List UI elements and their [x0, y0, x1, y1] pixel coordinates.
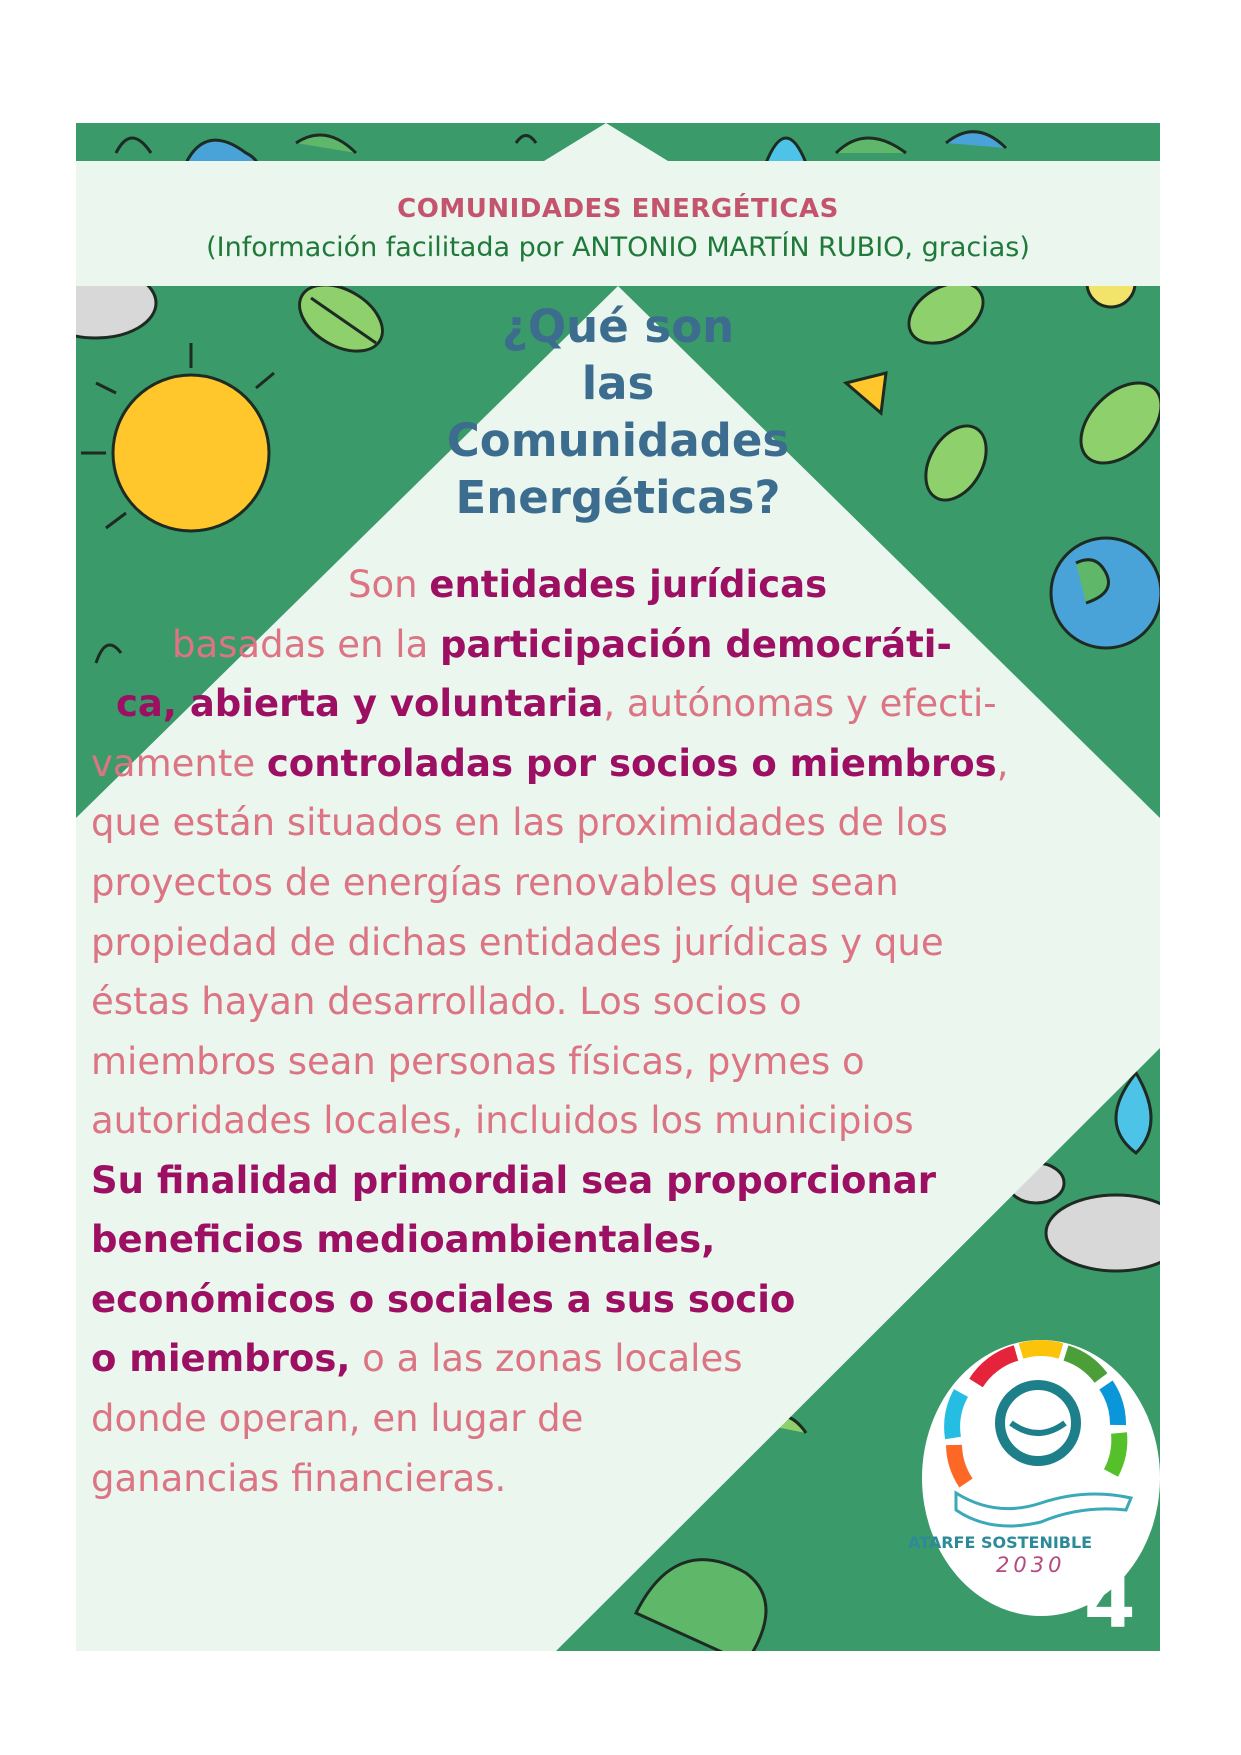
page-number: 4 [1084, 1559, 1136, 1645]
body-line-16: ganancias financieras. [91, 1457, 507, 1500]
body-line-14: o miembros, o a las zonas locales [91, 1337, 743, 1380]
body-line-4: vamente controladas por socios o miembros, [91, 742, 1009, 785]
header-subtitle: (Información facilitada por ANTONIO MARTÍN RUBIO, gracias) [206, 232, 1030, 263]
question-line-3: Comunidades [446, 414, 790, 467]
body-line-13: económicos o sociales a sus socio [91, 1278, 796, 1321]
body-line-8: éstas hayan desarrollado. Los socios o [91, 980, 802, 1023]
body-line-3: ca, abierta y voluntaria, autónomas y efecti- [116, 682, 997, 725]
body-line-9: miembros sean personas físicas, pymes o [91, 1040, 865, 1083]
body-line-5: que están situados en las proximidades de los [91, 801, 948, 844]
question-line-1: ¿Qué son [501, 300, 735, 353]
logo-name: ATARFE SOSTENIBLE [908, 1533, 1093, 1552]
header-title: COMUNIDADES ENERGÉTICAS [397, 194, 839, 224]
header-banner [76, 161, 1160, 286]
body-line-10: autoridades locales, incluidos los municipios [91, 1099, 914, 1142]
body-line-6: proyectos de energías renovables que sean [91, 861, 899, 904]
question-line-2: las [581, 357, 655, 410]
body-line-1: Son entidades jurídicas [348, 563, 828, 606]
body-line-11: Su finalidad primordial sea proporcionar [91, 1159, 936, 1202]
body-line-2: basadas en la participación democráti- [172, 623, 952, 666]
logo-year: 2030 [996, 1553, 1066, 1577]
body-line-7: propiedad de dichas entidades jurídicas y que [91, 921, 944, 964]
poster [76, 123, 1160, 1651]
body-line-15: donde operan, en lugar de [91, 1397, 584, 1440]
body-line-12: beneficios medioambientales, [91, 1218, 716, 1261]
question-line-4: Energéticas? [455, 471, 781, 524]
